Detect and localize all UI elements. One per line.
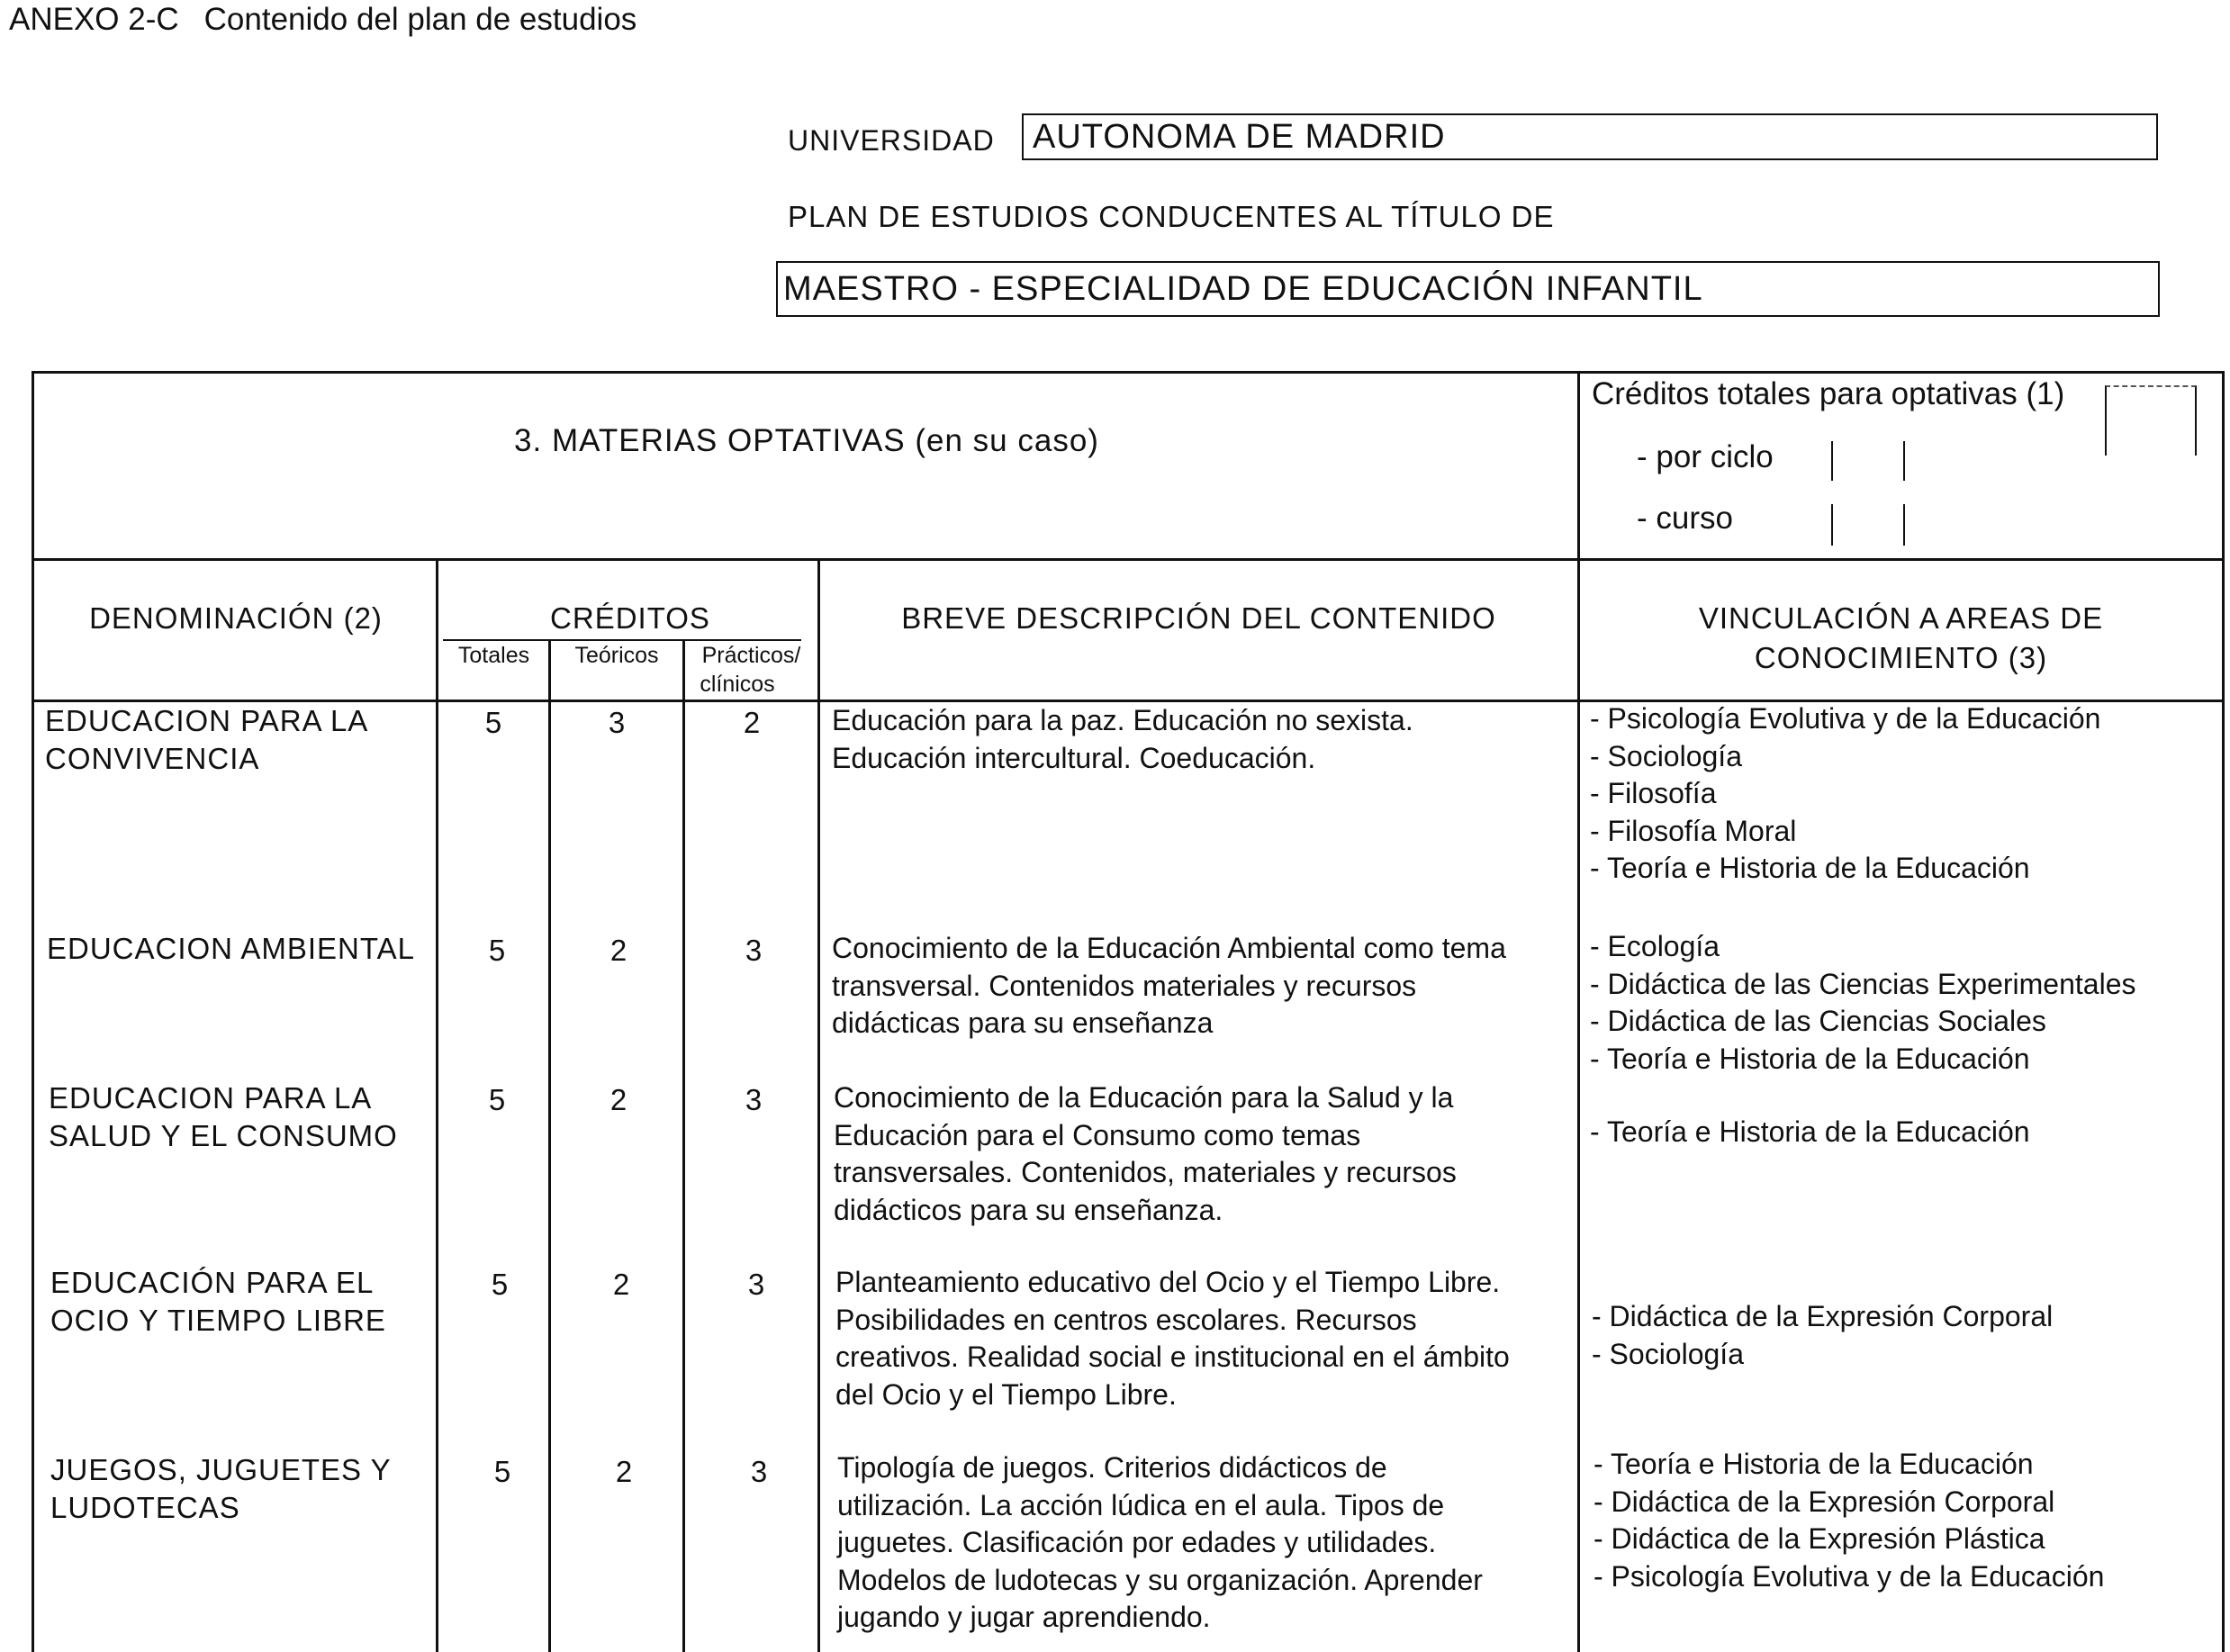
plan-label: PLAN DE ESTUDIOS CONDUCENTES AL TÍTULO DE (788, 200, 1555, 233)
subject-name: LUDOTECAS (50, 1491, 240, 1524)
annex-title: Contenido del plan de estudios (203, 2, 637, 37)
credits-practice: 3 (747, 1268, 765, 1301)
optional-credits-label: Créditos totales para optativas (1) (1592, 376, 2065, 411)
per-course-label: - curso (1637, 501, 1733, 536)
description-line: utilización. La acción lúdica en el aula. Tipos de (837, 1488, 1445, 1521)
subject-name: SALUD Y EL CONSUMO (49, 1119, 398, 1152)
area-item: - Teoría e Historia de la Educación (1590, 852, 2030, 884)
area-item: - Teoría e Historia de la Educación (1590, 1115, 2030, 1148)
description-line: Educación intercultural. Coeducación. (832, 741, 1316, 774)
subject-name: EDUCACION PARA LA (49, 1081, 373, 1115)
university-field: AUTONOMA DE MADRID (1022, 113, 2158, 160)
area-item: - Sociología (1590, 739, 1742, 772)
credits-totals: 5 (493, 1455, 511, 1488)
description-line: Planteamiento educativo del Ocio y el Tiempo Libre. (835, 1266, 1501, 1298)
description-line: Posibilidades en centros escolares. Recursos (835, 1303, 1417, 1336)
credits-totals: 5 (491, 1268, 509, 1301)
description-line: juguetes. Clasificación por edades y utilidades. (837, 1526, 1437, 1558)
description-line: didácticas para su enseñanza (832, 1007, 1214, 1039)
area-item: - Filosofía Moral (1590, 814, 1797, 847)
area-item: - Didáctica de la Expresión Corporal (1594, 1485, 2055, 1518)
per-course-box (1831, 504, 1905, 546)
area-item: - Teoría e Historia de la Educación (1594, 1448, 2034, 1480)
subject-name: OCIO Y TIEMPO LIBRE (50, 1304, 386, 1337)
description-line: Educación para el Consumo como temas (834, 1118, 1361, 1151)
description-line: didácticos para su enseñanza. (834, 1193, 1223, 1226)
credits-practice: 2 (743, 706, 761, 739)
subject-name: EDUCACION PARA LA (45, 704, 369, 737)
description-line: Conocimiento de la Educación Ambiental como tema (832, 932, 1506, 964)
per-cycle-box (1831, 441, 1905, 481)
column-header-totals: Totales (457, 643, 530, 668)
description-line: creativos. Realidad social e institucional en el ámbito (835, 1341, 1510, 1373)
area-item: - Didáctica de la Expresión Corporal (1592, 1300, 2054, 1332)
column-header-practice: Prácticos/ (701, 643, 801, 668)
description-line: del Ocio y el Tiempo Libre. (835, 1377, 1177, 1411)
description-line: jugando y jugar aprendiendo. (837, 1601, 1211, 1633)
credits-practice: 3 (745, 1083, 763, 1116)
credits-totals: 5 (484, 706, 502, 739)
description-line: Conocimiento de la Educación para la Salud y la (834, 1081, 1454, 1114)
credits-totals: 5 (488, 934, 506, 967)
total-credits-box (2105, 385, 2197, 456)
column-header-areas-2: CONOCIMIENTO (3) (1754, 641, 2048, 674)
section-title: 3. MATERIAS OPTATIVAS (en su caso) (514, 423, 1099, 458)
credits-theory: 2 (609, 934, 627, 967)
credits-totals: 5 (488, 1083, 506, 1116)
column-header-theory: Teóricos (574, 643, 659, 668)
column-header-name: DENOMINACIÓN (2) (89, 601, 383, 635)
document-heading (9, 2, 636, 38)
credits-practice: 3 (750, 1455, 768, 1488)
subject-name: EDUCACIÓN PARA EL (50, 1266, 375, 1299)
credits-theory: 2 (615, 1455, 633, 1488)
area-item: - Didáctica de la Expresión Plástica (1594, 1522, 2045, 1555)
credits-practice: 3 (745, 934, 763, 967)
area-item: - Psicología Evolutiva y de la Educación (1590, 702, 2101, 735)
degree-field: MAESTRO - ESPECIALIDAD DE EDUCACIÓN INFANTIL (776, 261, 2160, 317)
column-header-practice-2: clínicos (700, 672, 775, 697)
credits-theory: 3 (608, 706, 626, 739)
subject-name: EDUCACION AMBIENTAL (47, 932, 415, 965)
description-line: Tipología de juegos. Criterios didácticos de (837, 1451, 1387, 1484)
area-item: - Psicología Evolutiva y de la Educación (1594, 1559, 2105, 1593)
area-item: - Ecología (1590, 930, 1720, 962)
university-label: UNIVERSIDAD (788, 124, 995, 157)
credits-theory: 2 (609, 1083, 627, 1116)
column-header-areas: VINCULACIÓN A AREAS DE (1698, 601, 2104, 635)
area-item: - Didáctica de las Ciencias Sociales (1590, 1005, 2046, 1037)
annex-label: ANEXO 2-C (9, 2, 179, 37)
subject-name: JUEGOS, JUGUETES Y (50, 1453, 392, 1486)
credits-theory: 2 (612, 1268, 630, 1301)
description-line: transversales. Contenidos, materiales y recursos (834, 1156, 1457, 1188)
per-cycle-label: - por ciclo (1637, 439, 1774, 474)
description-line: transversal. Contenidos materiales y recursos (832, 969, 1417, 1002)
area-item: - Filosofía (1590, 777, 1717, 809)
area-item: - Sociología (1592, 1337, 1744, 1370)
area-item: - Teoría e Historia de la Educación (1590, 1042, 2030, 1075)
column-header-description: BREVE DESCRIPCIÓN DEL CONTENIDO (901, 601, 1496, 635)
subject-name: CONVIVENCIA (45, 742, 260, 775)
description-line: Modelos de ludotecas y su organización. Aprender (837, 1563, 1483, 1596)
description-line: Educación para la paz. Educación no sexista. (832, 704, 1413, 736)
area-item: - Didáctica de las Ciencias Experimentales (1590, 967, 2136, 1000)
column-header-credits: CRÉDITOS (550, 601, 710, 635)
